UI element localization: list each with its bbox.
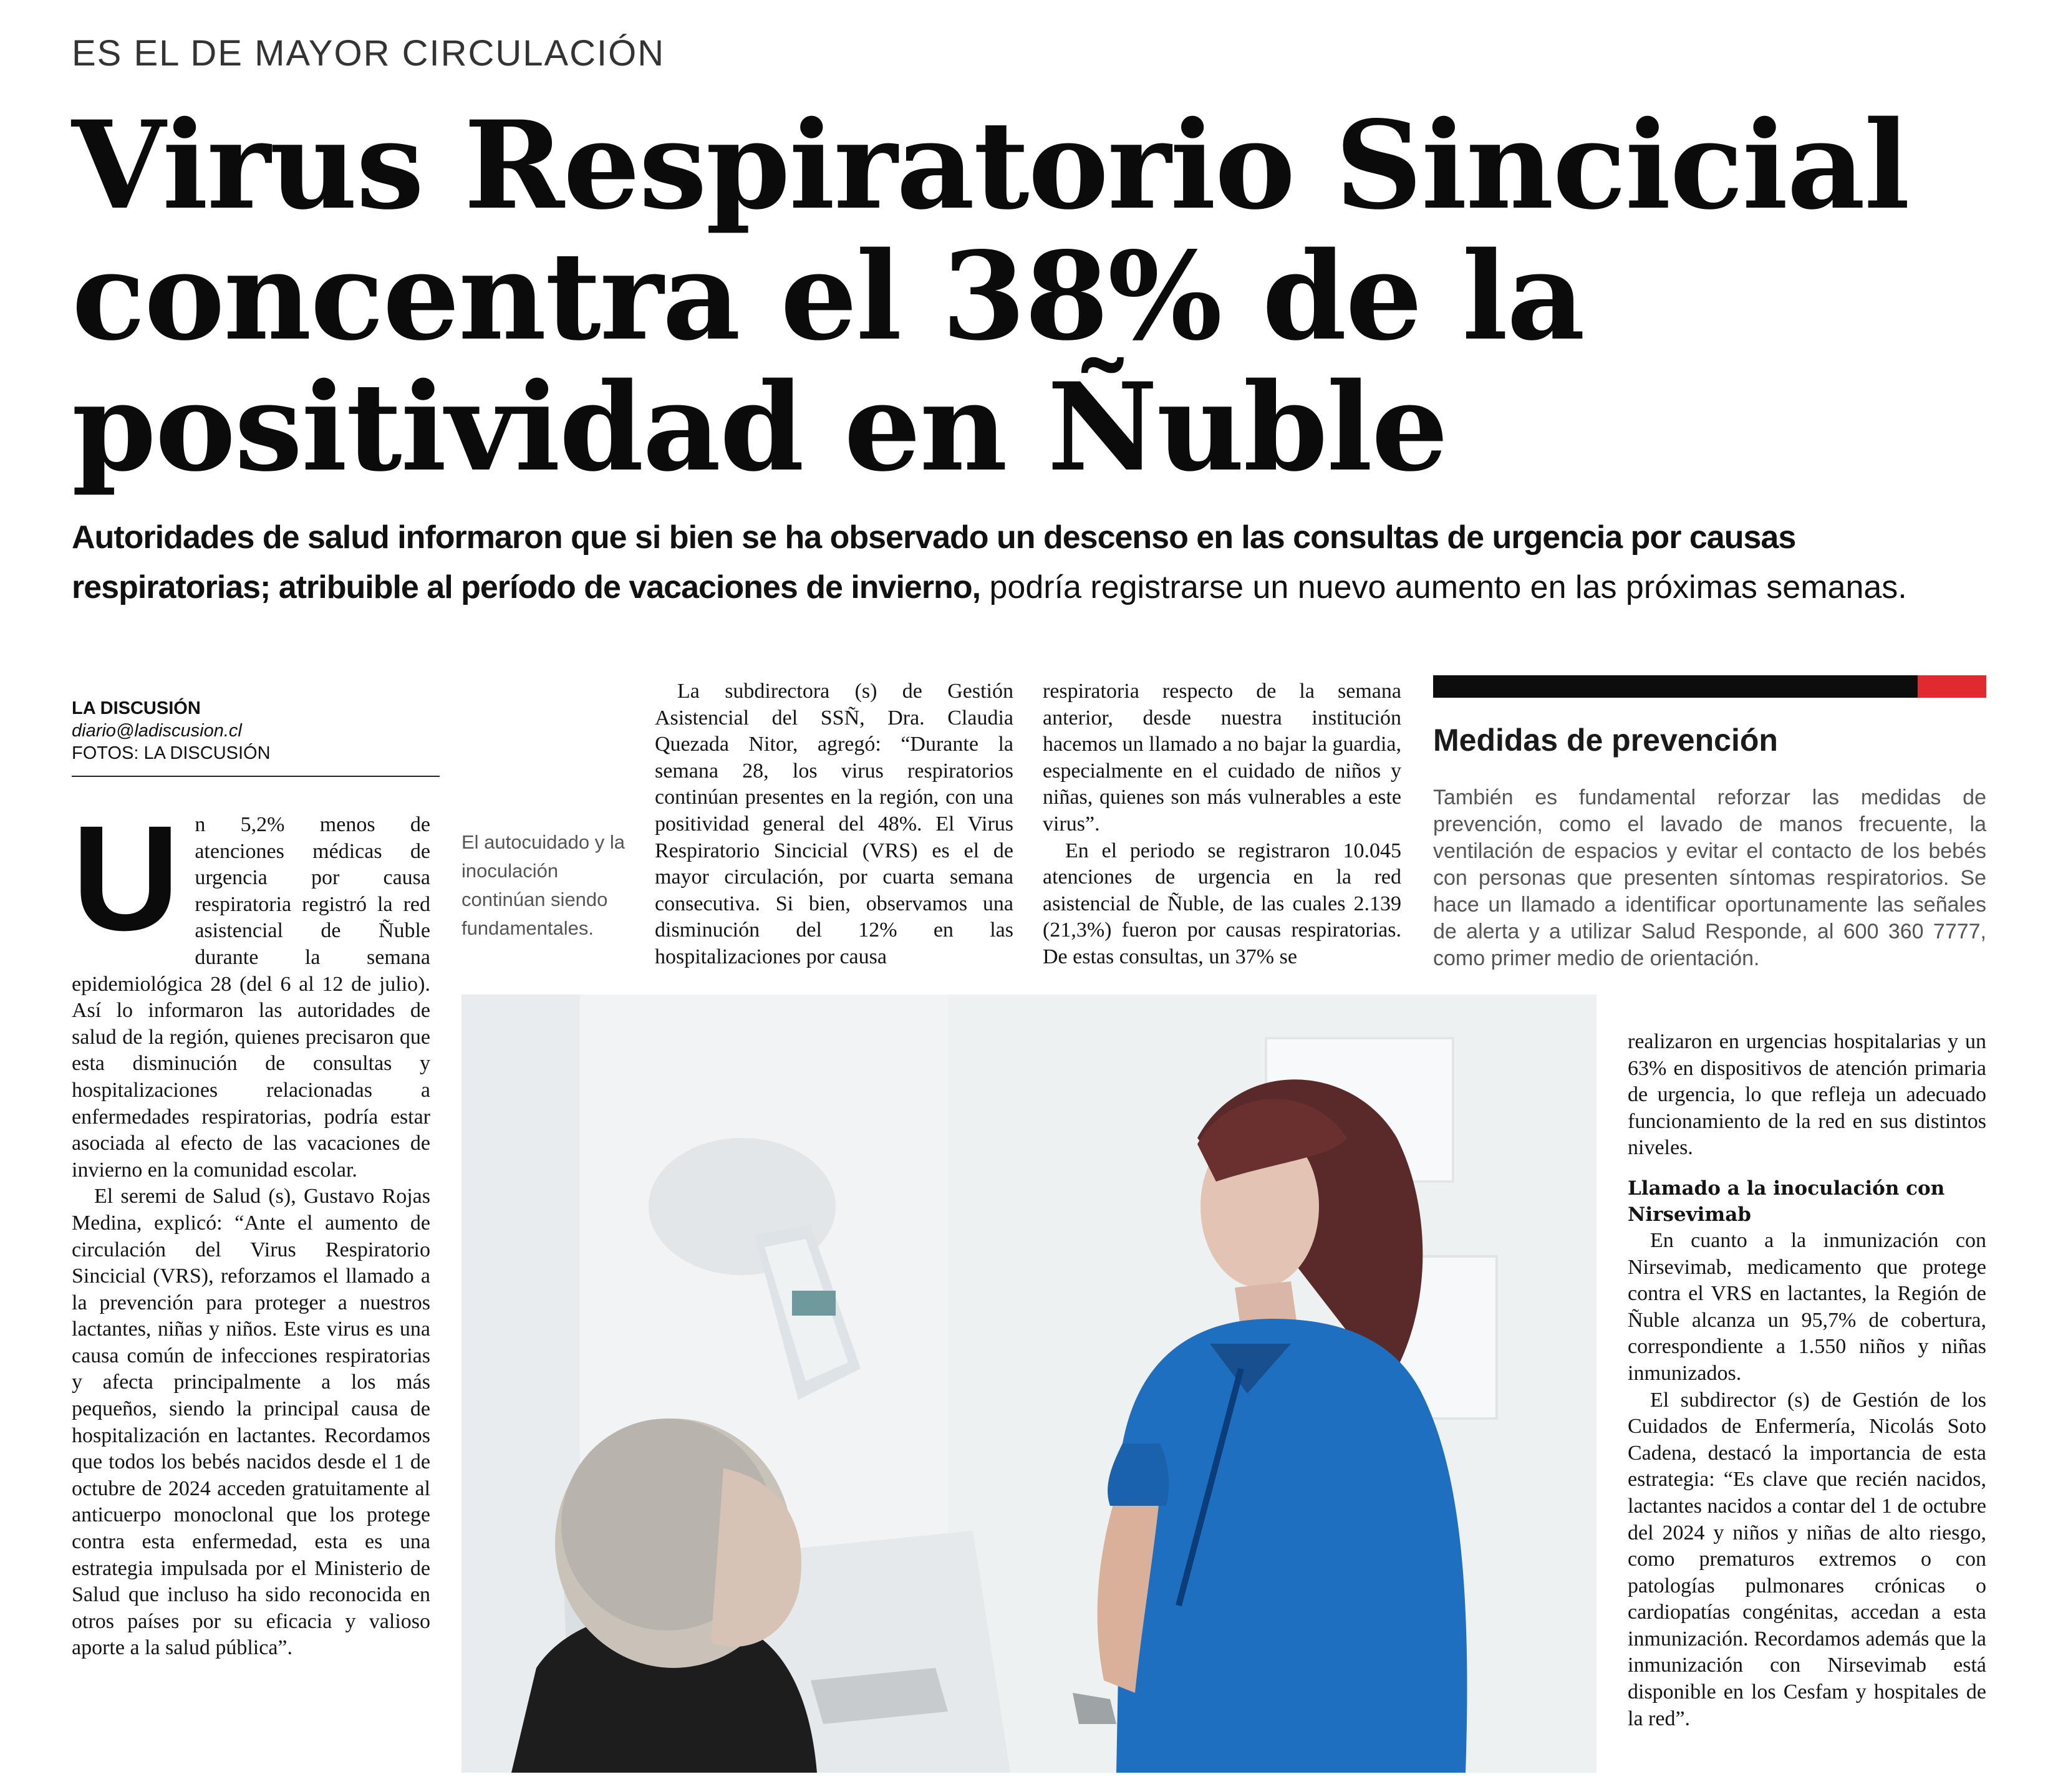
byline-author: LA DISCUSIÓN [72, 698, 201, 718]
drop-cap: U [72, 794, 180, 961]
headline-line-1: Virus Respiratorio Sincicial [72, 94, 1909, 236]
section-kicker: ES EL DE MAYOR CIRCULACIÓN [72, 33, 665, 74]
body-paragraph-3: La subdirectora (s) de Gestión Asistencial del SSÑ, Dra. Claudia Quezada Nitor, agregó: “Durante la semana 28, los virus respiratorios continúan presentes en la región, con una positividad general del 48%. El Virus Respiratorio Sincicial (VRS) es el de mayor circulación, por cuarta semana consecutiva. Si bien, observamos una disminución del 12% en las hospitalizaciones por causa [655, 680, 1013, 968]
sidebar-title: Medidas de prevención [1433, 723, 1778, 758]
body-paragraph-5: En cuanto a la inmunización con Nirsevimab, medicamento que protege contra el VRS en lactantes, la Región de Ñuble alcanza un 95,7% de cobertura, correspondiente a 1.550 niños y niñas inmunizados. [1628, 1228, 1986, 1385]
deck-regular: podría registrarse un nuevo aumento en las próximas semanas. [980, 569, 1907, 605]
sidebar-rule-accent [1918, 675, 1986, 698]
deck-subtitle [72, 513, 1980, 612]
article-column-1 [72, 794, 430, 1662]
article-column-2 [655, 678, 1013, 971]
nurse-patient-illustration [461, 995, 1597, 1773]
headline [72, 94, 1943, 498]
headline-line-2: concentra el 38% de la [72, 225, 1584, 367]
byline-photos: FOTOS: LA DISCUSIÓN [72, 743, 271, 763]
article-column-4 [1628, 1029, 1986, 1732]
subheading-inoculacion: Llamado a la inoculación con Nirsevimab [1628, 1177, 1945, 1226]
pull-quote: El autocuidado y la inoculación continúan siendo fundamentales. [461, 831, 625, 939]
headline-line-3: positividad en Ñuble [72, 356, 1447, 498]
body-paragraph-4: En el periodo se registraron 10.045 atenciones de urgencia en la red asistencial de Ñuble, de las cuales 2.139 (21,3%) fueron por causas respiratorias. De estas consultas, un 37% se [1043, 839, 1401, 968]
body-paragraph-6: El subdirector (s) de Gestión de los Cuidados de Enfermería, Nicolás Soto Cadena, destacó la importancia de esta estrategia: “Es clave que recién nacidos, lactantes nacidos a contar del 1 de octubre del 2024 y niños y niñas de alto riesgo, como prematuros extremos o con patologías pulmonares crónicas o cardiopatías congénitas, accedan a esta inmunización. Recordamos además que la inmunización con Nirsevimab está disponible en los Cesfam y hospitales de la red”. [1628, 1388, 1986, 1730]
body-paragraph-2: El seremi de Salud (s), Gustavo Rojas Medina, explicó: “Ante el aumento de circulación del Virus Respiratorio Sincicial (VRS), reforzamos el llamado a la prevención para proteger a nuestros lactantes, niñas y niños. Este virus es una causa común de infecciones respiratorias y afecta principalmente a los más pequeños, siendo la principal causa de hospitalización en lactantes. Recordamos que todos los bebés nacidos desde el 1 de octubre de 2024 acceden gratuitamente al anticuerpo monoclonal que los protege contra esta enfermedad, esta es una estrategia impulsada por el Ministerio de Salud que incluso ha sido reconocida en otros países por su eficacia y valioso aporte a la salud pública”. [72, 1185, 430, 1660]
body-paragraph-4-continued: realizaron en urgencias hospitalarias y un 63% en dispositivos de atención primaria de urgencia, lo que refleja un adecuado funcionamiento de la red en sus distintos niveles. [1628, 1030, 1986, 1160]
body-paragraph-3-continued: respiratoria respecto de la semana anterior, desde nuestra institución hacemos un llamado a no bajar la guardia, especialmente en el cuidado de niños y niñas, quienes son más vulnerables a este virus”. [1043, 680, 1401, 836]
body-paragraph-1-text: n 5,2% menos de atenciones médicas de urgencia por causa respiratoria registró la red asistencial de Ñuble durante la semana epidemiológica 28 (del 6 al 12 de julio). Así lo informaron las autoridades de salud de la región, quienes precisaron que esta disminución de consultas y hospitalizaciones relacionadas a enfermedades respiratorias, podría estar asociada al efecto de las vacaciones de invierno en la comunidad escolar. [72, 813, 430, 1182]
sidebar-rule [1433, 675, 1986, 698]
byline-email[interactable]: diario@ladiscusion.cl [72, 721, 242, 741]
deck-bold: Autoridades de salud informaron que si bien se ha observado un descenso en las consultas de urgencia por causas respiratorias; atribuible al período de vacaciones de invierno, [72, 519, 1796, 605]
article-photo [461, 995, 1597, 1773]
byline [72, 697, 440, 777]
body-paragraph-1 [72, 794, 430, 1183]
article-column-3 [1043, 678, 1401, 971]
sidebar-text: También es fundamental reforzar las medidas de prevención, como el lavado de manos frecuente, la ventilación de espacios y evitar el contacto de los bebés con personas que presenten síntomas respiratorios. Se hace un llamado a identificar oportunamente las señales de alerta y a utilizar Salud Responde, al 600 360 7777, como primer medio de orientación. [1433, 786, 1986, 970]
